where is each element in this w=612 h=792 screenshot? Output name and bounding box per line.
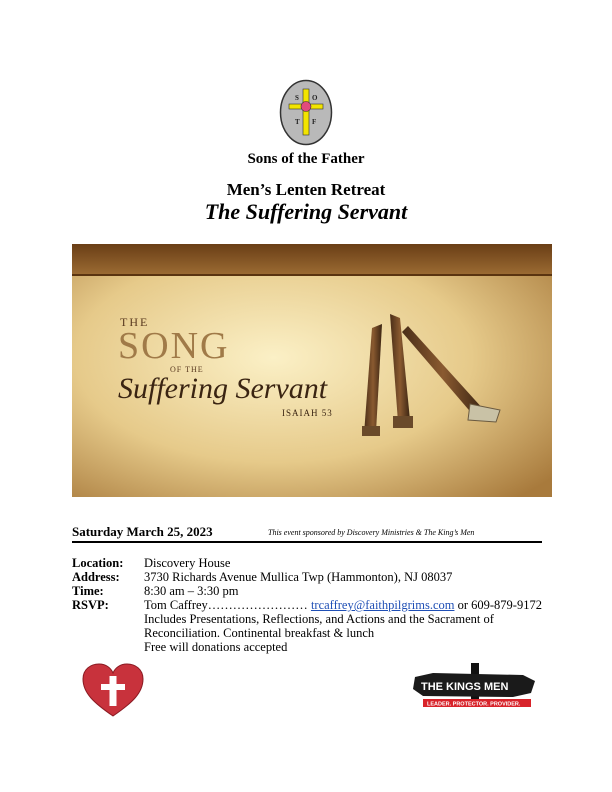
time-value: 8:30 am – 3:30 pm <box>144 584 239 598</box>
cross-emblem-icon <box>279 79 333 146</box>
rsvp-value <box>144 598 542 613</box>
rsvp-email-link[interactable]: trcaffrey@faithpilgrims.com <box>310 598 455 612</box>
logo-letter-f: F <box>312 118 317 126</box>
banner-reference: ISAIAH 53 <box>282 408 333 418</box>
banner-line1: THE <box>120 315 150 329</box>
kingsmen-tagline: LEADER. PROTECTOR. PROVIDER. <box>427 701 521 708</box>
heart-cross-icon <box>82 663 144 718</box>
event-subtitle: The Suffering Servant <box>204 199 408 224</box>
address-value: 3730 Richards Avenue Mullica Twp (Hammonton), NJ 08037 <box>144 570 453 584</box>
logo-letter-o: O <box>312 94 318 102</box>
location-value: Discovery House <box>144 556 231 570</box>
donations-line: Free will donations accepted <box>144 640 288 654</box>
rsvp-phone: or 609-879-9172 <box>457 598 542 612</box>
sponsor-note: This event sponsored by Discovery Ministries & The King’s Men <box>268 528 475 537</box>
includes-line: Includes Presentations, Reflections, and Actions and the Sacrament of <box>144 612 494 626</box>
date-line <box>72 524 542 543</box>
logo-letter-s: S <box>295 94 299 102</box>
rsvp-label: RSVP: <box>72 598 109 612</box>
address-label: Address: <box>72 570 120 584</box>
reconciliation-line: Reconciliation. Continental breakfast & lunch <box>144 626 375 640</box>
banner-line2: SONG <box>118 325 230 367</box>
banner-line4: Suffering Servant <box>118 372 328 405</box>
rsvp-name: Tom Caffrey…………………… <box>144 598 308 612</box>
logo-letter-t: T <box>295 118 300 126</box>
event-title: Men’s Lenten Retreat <box>226 180 386 199</box>
kingsmen-logo <box>413 663 537 711</box>
banner-line3: OF THE <box>170 365 204 374</box>
organization-name: Sons of the Father <box>247 151 365 167</box>
location-label: Location: <box>72 556 124 570</box>
time-label: Time: <box>72 584 104 598</box>
kingsmen-name: THE KINGS MEN <box>421 681 509 693</box>
event-date: Saturday March 25, 2023 <box>72 524 213 539</box>
banner-image <box>72 244 552 497</box>
